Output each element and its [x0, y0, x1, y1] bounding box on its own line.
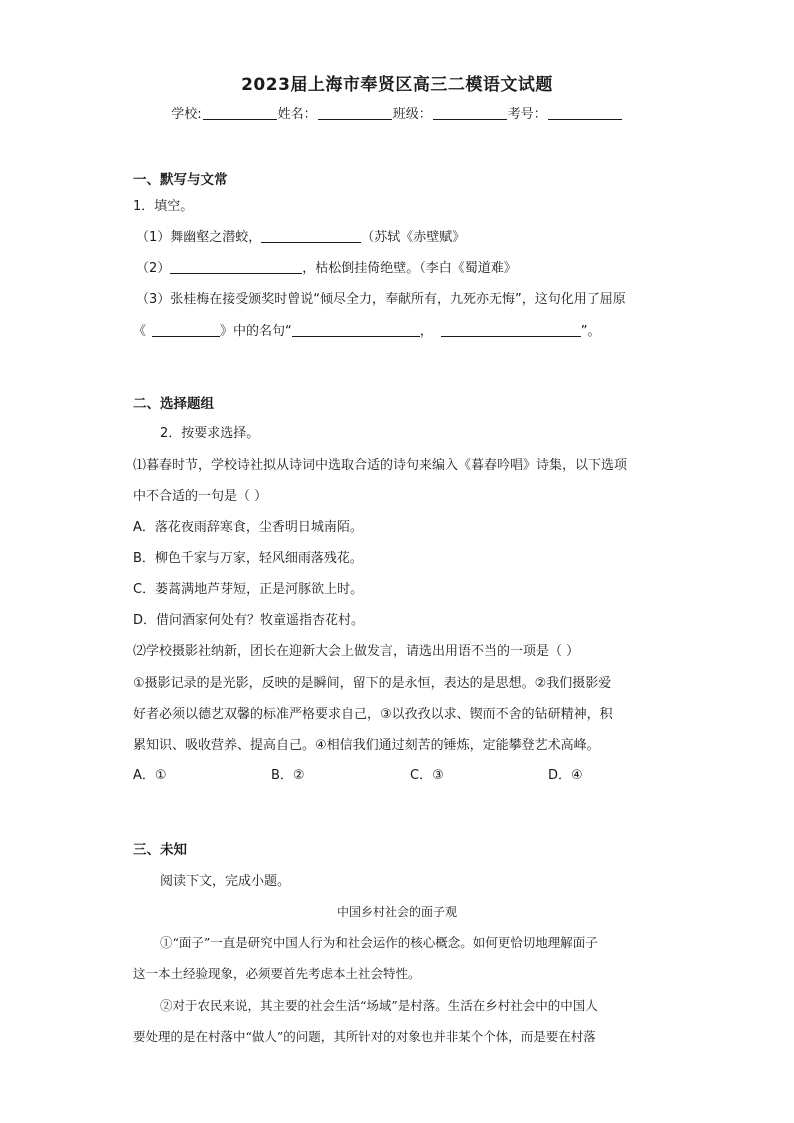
- question-1-3-line-2: [133, 320, 601, 339]
- q1-3-title-blank[interactable]: [152, 336, 220, 337]
- q1-2-prefix: （2）: [136, 261, 171, 276]
- q1-3-comma: ，: [419, 324, 433, 339]
- q1-3-blank-1[interactable]: [292, 336, 420, 337]
- q1-2-blank[interactable]: [170, 273, 302, 274]
- sub2-line-4: 累知识、吸收营养、提高自己。④相信我们通过刻苦的锤炼，定能攀登艺术高峰。: [133, 738, 600, 753]
- school-label: 学校:: [171, 107, 202, 122]
- class-label: 班级：: [392, 107, 432, 122]
- name-label: 姓名：: [277, 107, 317, 122]
- section-heading-2: 二、选择题组: [133, 396, 214, 412]
- sub2-option-d[interactable]: D．④: [548, 768, 583, 783]
- q1-3-open-bracket: 《: [133, 324, 147, 339]
- sub2-line-2: ①摄影记录的是光影，反映的是瞬间，留下的是永恒，表达的是思想。②我们摄影爱: [133, 676, 612, 691]
- question-2-label: 2．按要求选择。: [160, 426, 260, 441]
- sub2-line-3: 好者必须以德艺双馨的标准严格要求自己，③以孜孜以求、锲而不舍的钻研精神，积: [133, 707, 613, 722]
- sub2-option-c[interactable]: C．③: [410, 768, 444, 783]
- paragraph-1-line-2: 这一本土经验现象，必须要首先考虑本土社会特性。: [133, 966, 421, 981]
- sub1-option-b[interactable]: B．柳色千家与万家，轻风细雨落残花。: [133, 551, 363, 566]
- sub1-line-1: ⑴暮春时节，学校诗社拟从诗词中选取合适的诗句来编入《暮春吟唱》诗集，以下选项: [133, 458, 628, 473]
- sub1-option-c[interactable]: C．蒌蒿满地芦芽短，正是河豚欲上时。: [133, 582, 364, 597]
- q1-2-suffix: ，枯松倒挂倚绝壁。（李白《蜀道难》: [302, 261, 517, 276]
- question-1-3-line-1: （3）张桂梅在接受颁奖时曾说“倾尽全力，奉献所有，九死亦无悔”，这句化用了屈原: [136, 292, 626, 307]
- school-blank[interactable]: [203, 119, 277, 120]
- question-1-1: [136, 226, 465, 245]
- sub1-option-d[interactable]: D．借问酒家何处有？牧童遥指杏花村。: [133, 613, 365, 628]
- student-info-line: [0, 103, 794, 122]
- sub2-line-1: ⑵学校摄影社纳新，团长在迎新大会上做发言，请选出用语不当的一项是（ ）: [133, 644, 580, 659]
- sub2-option-a[interactable]: A．①: [133, 768, 167, 783]
- section-heading-3: 三、未知: [133, 842, 187, 858]
- q1-1-suffix: （苏轼《赤壁赋》: [361, 230, 466, 245]
- page-title: 2023届上海市奉贤区高三二模语文试题: [241, 75, 553, 95]
- paragraph-2-line-2: 要处理的是在村落中“做人”的问题，其所针对的对象也并非某个个体，而是要在村落: [133, 1029, 596, 1044]
- reading-instruction: 阅读下文，完成小题。: [160, 874, 291, 889]
- q1-1-prefix: （1）舞幽壑之潜蛟，: [136, 230, 262, 245]
- question-1-2: [136, 257, 517, 276]
- number-label: 考号：: [507, 107, 547, 122]
- sub1-line-2: 中不合适的一句是（ ）: [133, 489, 268, 504]
- paragraph-1-line-1: ①“面子”一直是研究中国人行为和社会运作的核心概念。如何更恰切地理解面子: [160, 935, 598, 950]
- article-title: 中国乡村社会的面子观: [336, 905, 457, 919]
- section-heading-1: 一、默写与文常: [133, 172, 228, 188]
- number-blank[interactable]: [548, 119, 622, 120]
- question-1-label: 1．填空。: [133, 199, 194, 214]
- paragraph-2-line-1: ②对于农民来说，其主要的社会生活“场域”是村落。生活在乡村社会中的中国人: [160, 998, 598, 1013]
- sub1-option-a[interactable]: A．落花夜雨辞寒食，尘香明日城南陌。: [133, 520, 363, 535]
- sub2-options: [133, 764, 653, 782]
- sub2-option-b[interactable]: B．②: [271, 768, 305, 783]
- q1-3-mid: 》中的名句“: [220, 324, 292, 339]
- q1-3-blank-2[interactable]: [441, 336, 581, 337]
- q1-1-blank[interactable]: [261, 242, 361, 243]
- q1-3-end: ”。: [580, 324, 601, 339]
- name-blank[interactable]: [318, 119, 392, 120]
- class-blank[interactable]: [433, 119, 507, 120]
